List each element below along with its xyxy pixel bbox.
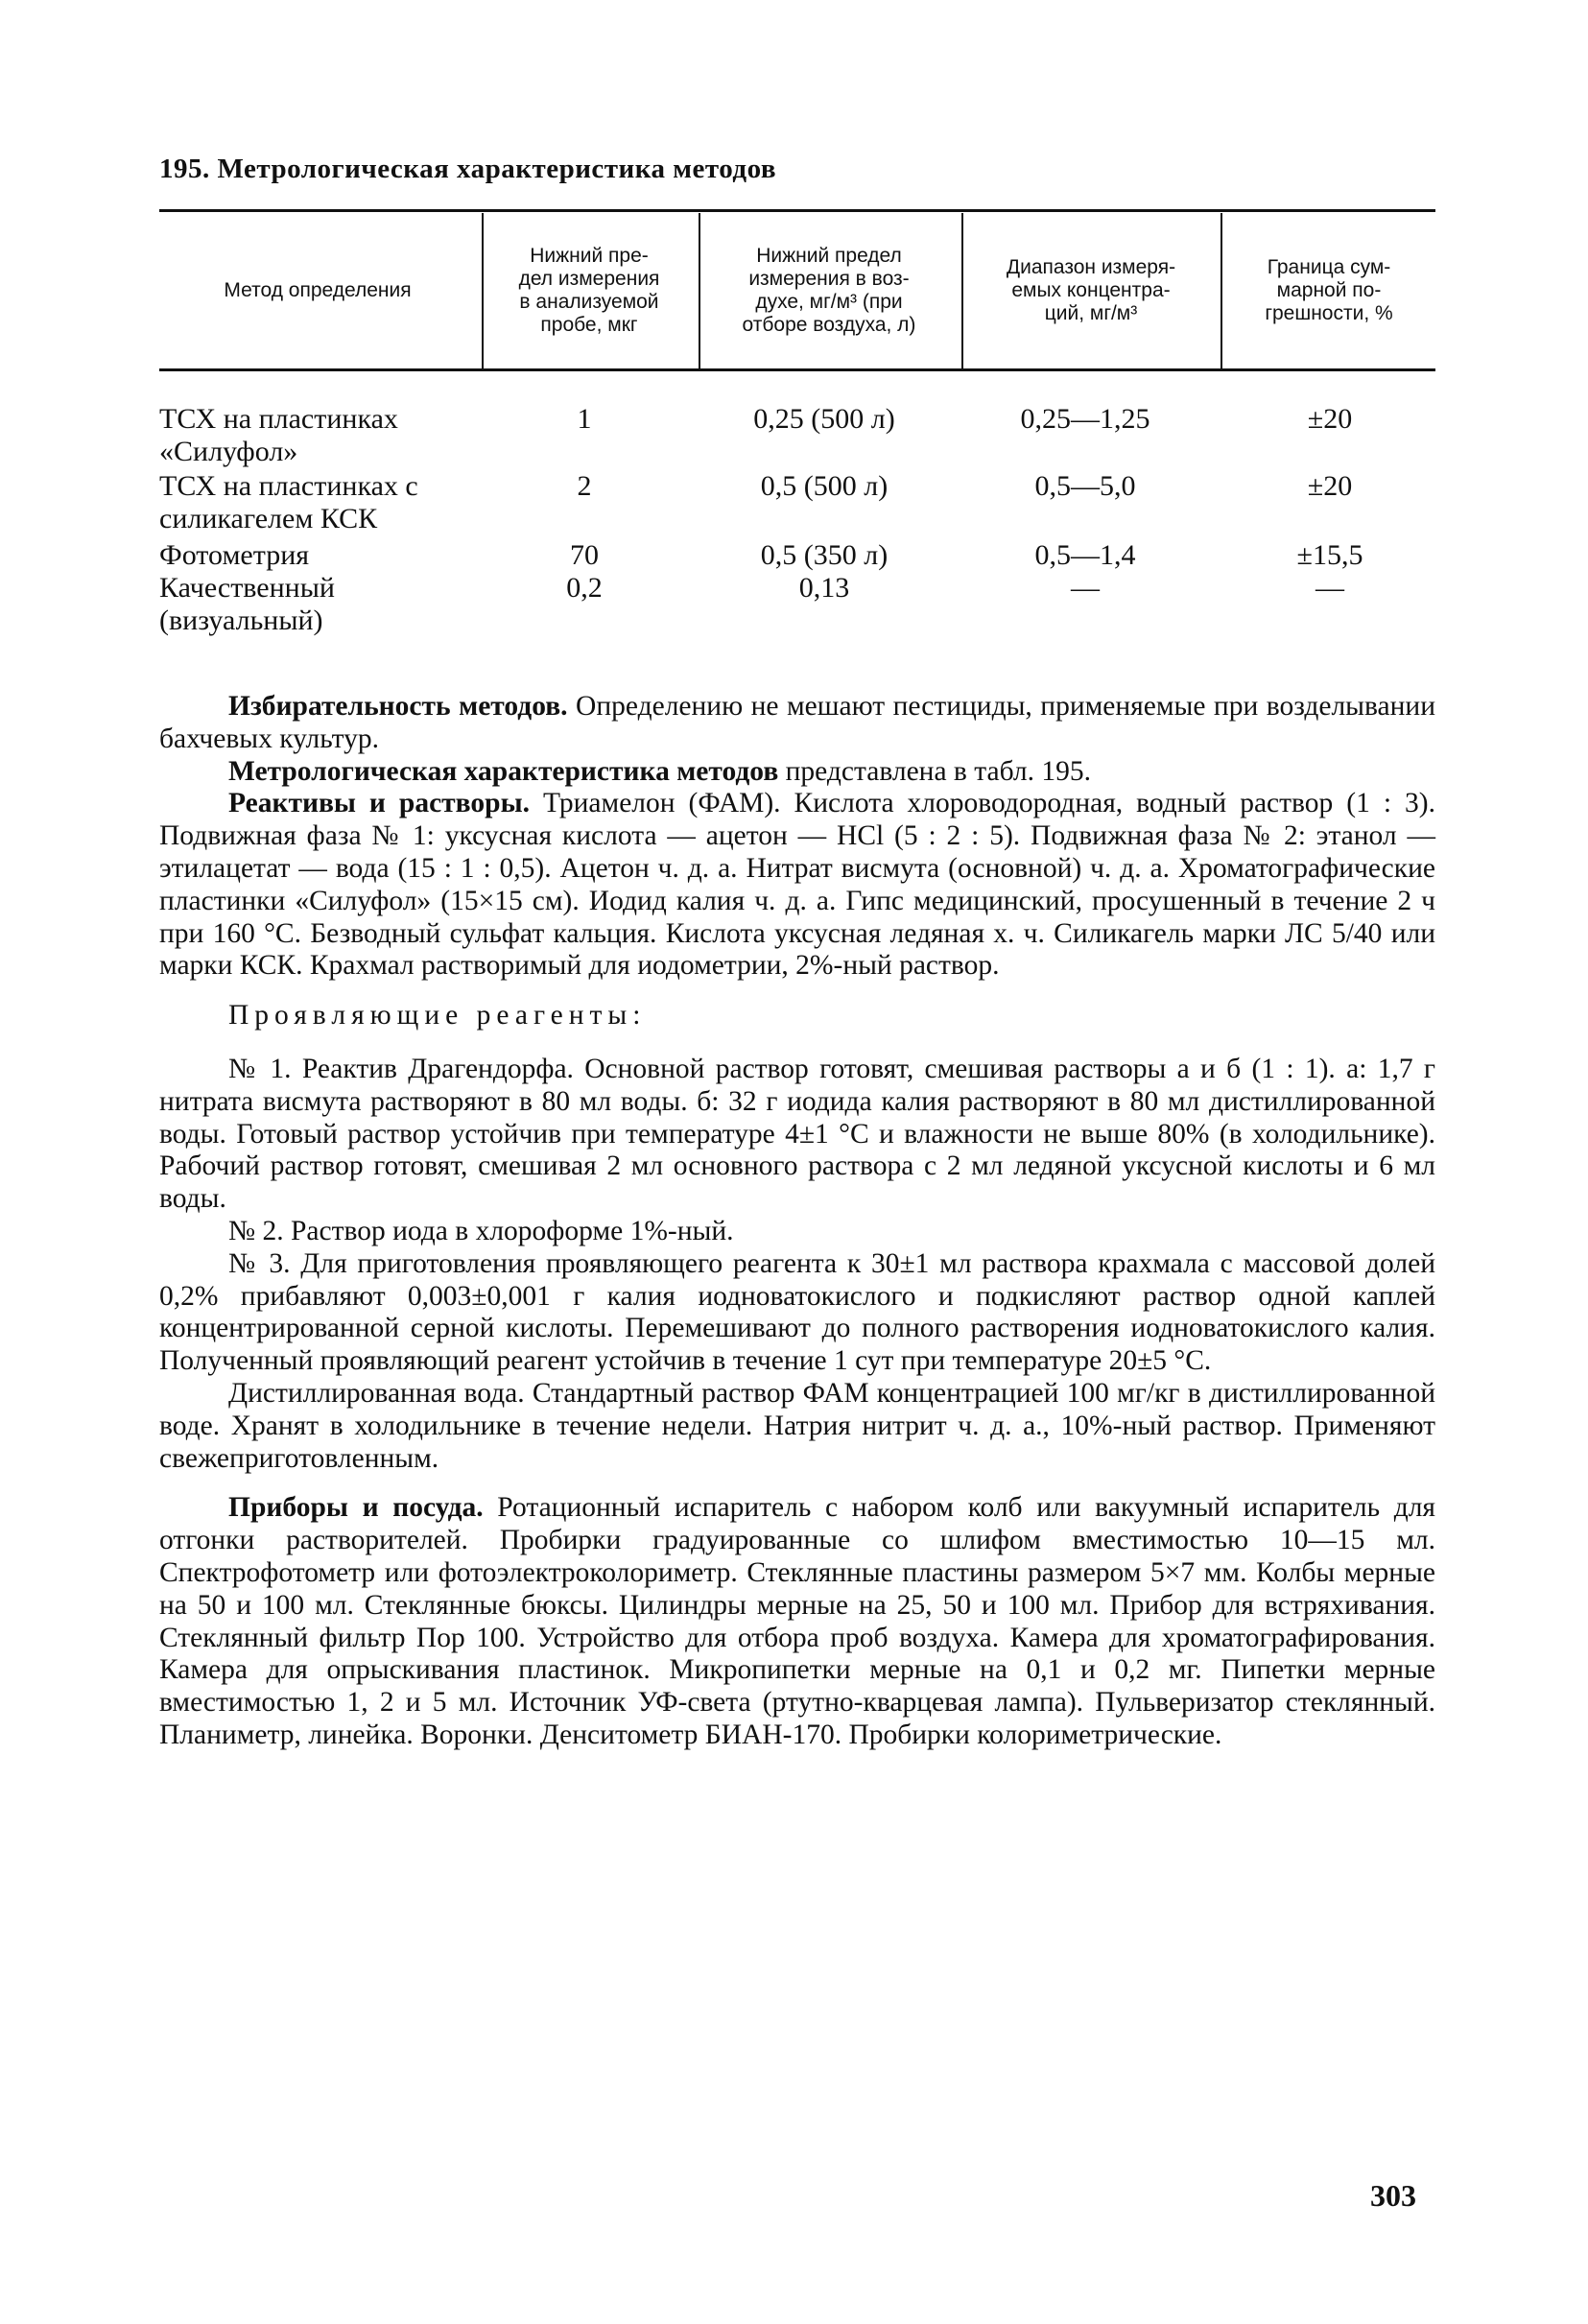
paragraph-lead: Реактивы и растворы.: [228, 788, 530, 819]
header-method-text: Метод определения: [224, 279, 412, 301]
paragraph-selectivity: [159, 691, 1435, 756]
table-row: [159, 470, 1435, 537]
header-error: [1222, 219, 1435, 363]
cell-error: —: [1315, 572, 1344, 604]
cell-method: Фотометрия: [159, 539, 310, 571]
header-limit-sample: [484, 219, 695, 363]
header-method: [159, 219, 476, 363]
table-header-rule: [159, 368, 1435, 371]
cell-error: ±15,5: [1296, 539, 1363, 571]
section-heading: Проявляющие реагенты:: [228, 1000, 647, 1032]
cell-limit-air: 0,25 (500 л): [753, 403, 895, 435]
paragraph-equipment: [159, 1492, 1435, 1751]
cell-range: 0,25—1,25: [1020, 403, 1150, 435]
paragraph-reagent-2: № 2. Раствор иода в хлороформе 1%-ный.: [228, 1215, 734, 1246]
cell-method: Качественный (визуальный): [159, 572, 335, 636]
paragraph-reagent-3: № 3. Для приготовления проявляющего реагента к 30±1 мл раствора крахмала с массовой долей 0,2% прибавляют 0,003±0,001 г калия иодноватокислого и подкисляют раствор одной каплей концентрированной серной кислоты. Перемешивают до полного растворения иодноватокислого калия. Полученный проявляющий реагент устойчив в течение 1 сут при температуре 20±5 °С.: [159, 1247, 1435, 1377]
table-title: 195. Метрологическая характеристика методов: [159, 154, 777, 184]
header-limit-sample-text: Нижний пре- дел измерения в анализуемой пробе, мкг: [518, 245, 660, 336]
paragraph-standard-solution: Дистиллированная вода. Стандартный раствор ФАМ концентрацией 100 мг/кг в дистиллированной воде. Хранят в холодильнике в течение недели. Натрия нитрит ч. д. а., 10%-ный раствор. Применяют свежеприготовленным.: [159, 1377, 1435, 1474]
paragraph-lead: Метрологическая характеристика методов: [228, 755, 779, 787]
header-error-text: Граница сум- марной по- грешности, %: [1265, 256, 1393, 324]
cell-limit-sample: 2: [577, 470, 592, 502]
paragraph-text: Триамелон (ФАМ). Кислота хлороводородная, водный раствор (1 : 3). Подвижная фаза № 1: уксусная кислота — ацетон — HCl (5 : 2 : 5). Подвижная фаза № 2: этанол — этилацетат — вода (15 : 1 : 0,5). Ацетон ч. д. а. Нитрат висмута (основной) ч. д. а. Хроматографические пластинки «Силуфол» (15×15 см). Иодид калия ч. д. а. Гипс медицинский, просушенный в течение 2 ч при 160 °С. Безводный сульфат кальция. Кислота уксусная ледяная х. ч. Силикагель марки ЛС 5/40 или марки КСК. Крахмал растворимый для иодометрии, 2%-ный раствор.: [159, 788, 1435, 982]
cell-limit-air: 0,13: [798, 572, 850, 604]
cell-error: ±20: [1307, 470, 1353, 502]
paragraph-lead: Приборы и посуда.: [228, 1492, 484, 1524]
table-top-rule: [159, 209, 1435, 212]
paragraph-text: представлена в табл. 195.: [778, 755, 1091, 787]
cell-range: —: [1071, 572, 1100, 604]
paragraph-text: Определению не мешают пестициды, применяемые при возделывании бахчевых культур.: [159, 691, 1435, 754]
table-row: [159, 572, 1435, 639]
header-limit-air-text: Нижний предел измерения в воз- духе, мг/м³ (при отборе воздуха, л): [742, 245, 916, 336]
cell-limit-sample: 0,2: [566, 572, 603, 604]
cell-method: ТСХ на пластинках «Силуфол»: [159, 403, 398, 467]
cell-range: 0,5—5,0: [1034, 470, 1136, 502]
page-number: 303: [1370, 2178, 1416, 2213]
paragraph-metrology: [159, 756, 1435, 789]
cell-limit-sample: 70: [570, 539, 599, 571]
paragraph-reagent-1: № 1. Реактив Драгендорфа. Основной раствор готовят, смешивая растворы а и б (1 : 1). а: 1,7 г нитрата висмута растворяют в 80 мл воды. б: 32 г иодида калия растворяют в 80 мл дистиллированной воды. Готовый раствор устойчив при температуре 4±1 °С и влажности не выше 80% (в холодильнике). Рабочий раствор готовят, смешивая 2 мл основного раствора с 2 мл ледяной уксусной кислоты и 6 мл воды.: [159, 1053, 1435, 1215]
paragraph-text: Ротационный испаритель с набором колб или вакуумный испаритель для отгонки растворителей. Пробирки градуированные со шлифом вместимостью 10—15 мл. Спектрофотометр или фотоэлектроколориметр. Стеклянные пластины размером 5×7 мм. Колбы мерные на 50 и 100 мл. Стеклянные бюксы. Цилиндры мерные на 25, 50 и 100 мл. Прибор для встряхивания. Стеклянный фильтр Пор 100. Устройство для отбора проб воздуха. Камера для хроматографирования. Камера для опрыскивания пластинок. Микропипетки мерные на 0,1 и 0,2 мг. Пипетки мерные вместимостью 1, 2 и 5 мл. Источник УФ-света (ртутно-кварцевая лампа). Пульверизатор стеклянный. Планиметр, линейка. Воронки. Денситометр БИАН-170. Пробирки колориметрические.: [159, 1492, 1435, 1750]
header-range: [963, 219, 1219, 363]
table-row: [159, 539, 1435, 574]
cell-range: 0,5—1,4: [1034, 539, 1136, 571]
cell-limit-sample: 1: [577, 403, 592, 435]
header-range-text: Диапазон измеря- емых концентра- ций, мг/м³: [1006, 256, 1176, 324]
cell-limit-air: 0,5 (500 л): [760, 470, 889, 502]
cell-method: ТСХ на пластинках с силикагелем КСК: [159, 470, 418, 534]
cell-error: ±20: [1307, 403, 1353, 435]
table-row: [159, 403, 1435, 470]
body-text: [159, 691, 1435, 1752]
cell-limit-air: 0,5 (350 л): [760, 539, 889, 571]
header-limit-air: [700, 219, 958, 363]
paragraph-reagents: [159, 788, 1435, 983]
paragraph-lead: Избирательность методов.: [228, 691, 568, 722]
